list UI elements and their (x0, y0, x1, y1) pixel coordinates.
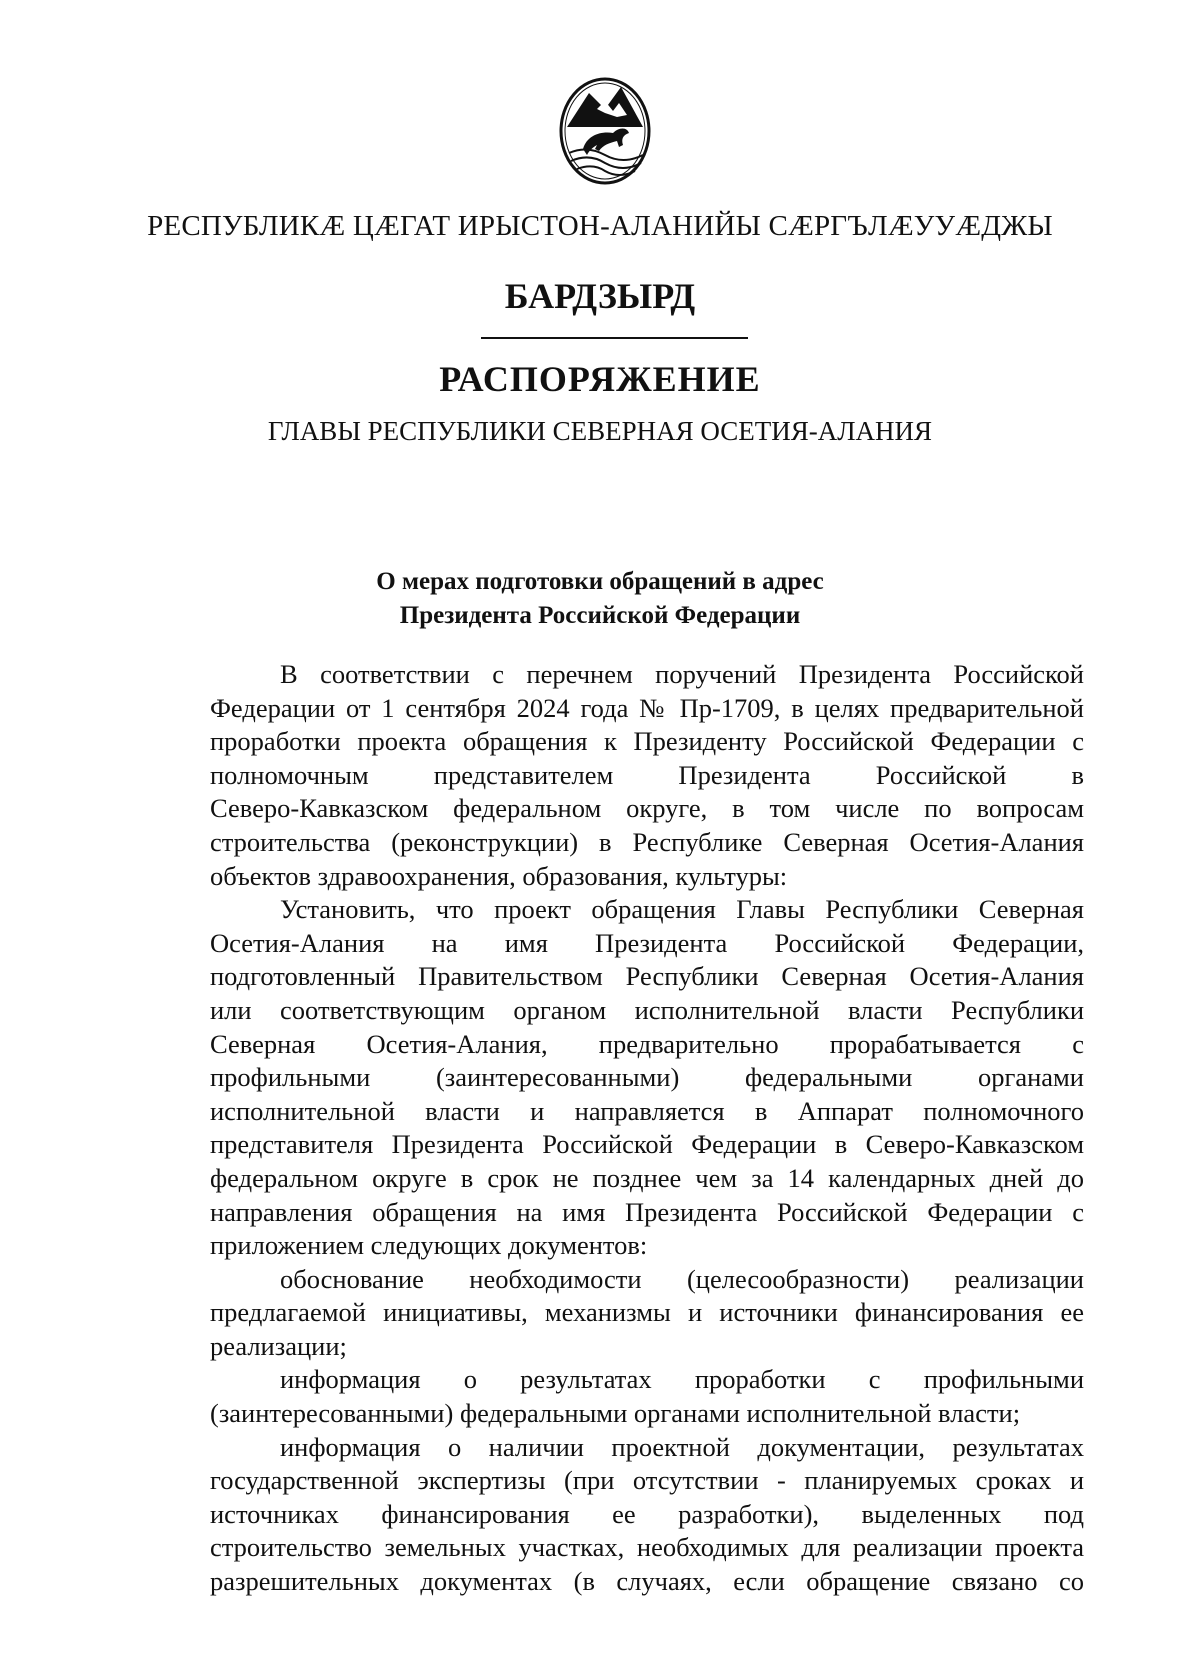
body-line: федеральном округе в срок не позднее чем за 14 календарных дней до (210, 1162, 1084, 1193)
document-body (210, 658, 1084, 1599)
body-line: разрешительных документах (в случаях, если обращение связано со (210, 1566, 1084, 1597)
body-line: реализации; (210, 1330, 347, 1361)
body-line: Северная Осетия-Алания, предварительно прорабатывается с (210, 1028, 1084, 1059)
osset-authority: РЕСПУБЛИКÆ ЦÆГАТ ИРЫСТОН-АЛАНИЙЫ СÆРГЪЛÆУУÆДЖЫ (147, 210, 1053, 242)
body-line: проработки проекта обращения к Президенту Российской Федерации с (210, 726, 1084, 757)
coat-of-arms-icon (557, 75, 653, 187)
body-line: Осетия-Алания на имя Президента Российской Федерации, (210, 927, 1084, 958)
body-line: Федерации от 1 сентября 2024 года № Пр-1709, в целях предварительной (210, 692, 1084, 723)
body-line: представителя Президента Российской Федерации в Северо-Кавказском (210, 1129, 1084, 1160)
body-line: подготовленный Правительством Республики Северная Осетия-Алания (210, 961, 1084, 992)
body-line: строительства (реконструкции) в Республике Северная Осетия-Алания (210, 826, 1084, 857)
heading-line: Президента Российской Федерации (399, 602, 801, 629)
body-line: источниках финансирования ее разработки), выделенных под (210, 1498, 1084, 1529)
body-line: Северо-Кавказском федеральном округе, в том числе по вопросам (210, 793, 1084, 824)
body-line: направления обращения на имя Президента Российской Федерации с (210, 1196, 1084, 1227)
body-line: полномочным представителем Президента Российской в (210, 759, 1084, 790)
body-line: В соответствии с перечнем поручений Президента Российской (280, 659, 1084, 689)
heading-line: О мерах подготовки обращений в адрес (376, 568, 824, 595)
body-line: объектов здравоохранения, образования, культуры: (210, 860, 788, 891)
document-type: РАСПОРЯЖЕНИЕ (439, 359, 761, 399)
document-heading (0, 565, 1200, 633)
body-line: государственной экспертизы (при отсутствии - планируемых сроках и (210, 1465, 1084, 1496)
divider (481, 337, 748, 339)
osset-document-type: БАРДЗЫРД (504, 276, 696, 316)
body-line: информация о результатах проработки с профильными (280, 1364, 1084, 1395)
body-line: исполнительной власти и направляется в Аппарат полномочного (210, 1095, 1084, 1126)
body-line: предлагаемой инициативы, механизмы и источники финансирования ее (210, 1297, 1084, 1328)
body-line: приложением следующих документов: (210, 1230, 648, 1261)
issuing-authority: ГЛАВЫ РЕСПУБЛИКИ СЕВЕРНАЯ ОСЕТИЯ-АЛАНИЯ (267, 416, 933, 446)
body-line: профильными (заинтересованными) федеральными органами (210, 1062, 1084, 1093)
body-line: (заинтересованными) федеральными органами исполнительной власти; (210, 1398, 1021, 1429)
body-line: обоснование необходимости (целесообразности) реализации (280, 1263, 1084, 1294)
body-line: строительство земельных участках, необходимых для реализации проекта (210, 1532, 1084, 1563)
body-line: информация о наличии проектной документации, результатах (280, 1431, 1084, 1462)
body-line: Установить, что проект обращения Главы Республики Северная (280, 894, 1084, 925)
body-line: или соответствующим органом исполнительной власти Республики (210, 994, 1084, 1025)
